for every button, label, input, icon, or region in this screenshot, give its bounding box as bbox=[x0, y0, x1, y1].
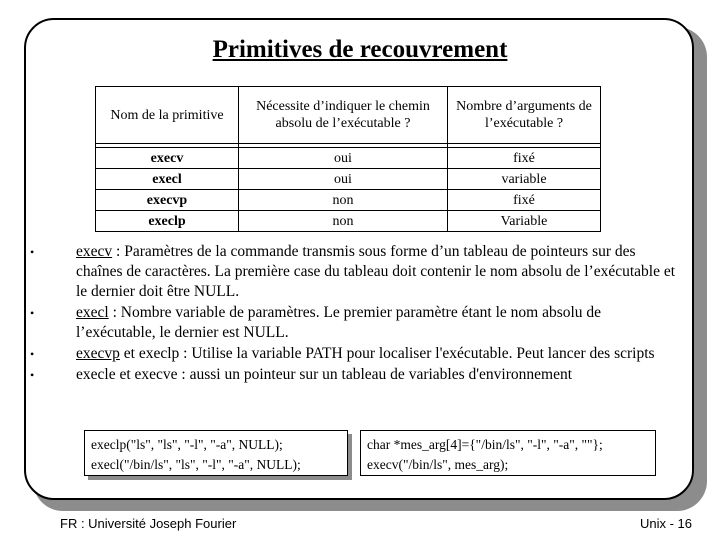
bullet-list bbox=[30, 242, 680, 386]
list-item bbox=[30, 242, 680, 302]
primitive-name: execvp bbox=[96, 190, 239, 211]
header-cell: Nécessite d’indiquer le chemin absolu de l’exécutable ? bbox=[239, 87, 448, 144]
path-cell: oui bbox=[239, 148, 448, 169]
table-row bbox=[96, 169, 601, 190]
code-example-left bbox=[84, 430, 348, 476]
primitives-table bbox=[95, 86, 601, 232]
footer-source: FR : Université Joseph Fourier bbox=[60, 516, 237, 531]
path-cell: non bbox=[239, 211, 448, 232]
args-cell: Variable bbox=[448, 211, 601, 232]
table-row bbox=[96, 211, 601, 232]
table-row bbox=[96, 190, 601, 211]
primitive-keyword: execl bbox=[76, 304, 109, 321]
table-header-row bbox=[96, 87, 601, 144]
args-cell: fixé bbox=[448, 190, 601, 211]
bullet-text: : Paramètres de la commande transmis sous forme d’un tableau de pointeurs sur des chaînes de caractères. La première case du tableau doit contenir le nom absolu de l’exécutable et le dernier doit être NULL. bbox=[76, 243, 676, 300]
list-item bbox=[30, 344, 680, 364]
primitive-name: execv bbox=[96, 148, 239, 169]
header-cell: Nom de la primitive bbox=[96, 87, 239, 144]
path-cell: non bbox=[239, 190, 448, 211]
bullet-text: execle et execve : aussi un pointeur sur un tableau de variables d'environnement bbox=[76, 366, 573, 383]
code-line: execlp("ls", "ls", "-l", "-a", NULL); bbox=[91, 437, 283, 452]
bullet-icon: • bbox=[30, 368, 35, 382]
code-line: execv("/bin/ls", mes_arg); bbox=[367, 457, 509, 472]
slide-title: Primitives de recouvrement bbox=[212, 36, 508, 63]
bullet-text: : Nombre variable de paramètres. Le premier paramètre étant le nom absolu de l’exécutable, le dernier est NULL. bbox=[76, 304, 602, 341]
primitive-name: execlp bbox=[96, 211, 239, 232]
table-row bbox=[96, 148, 601, 169]
primitive-keyword: execvp bbox=[76, 345, 120, 362]
code-line: execl("/bin/ls", "ls", "-l", "-a", NULL); bbox=[91, 457, 301, 472]
bullet-text: et execlp : Utilise la variable PATH pour localiser l'exécutable. Peut lancer des scripts bbox=[119, 345, 655, 362]
path-cell: oui bbox=[239, 169, 448, 190]
list-item bbox=[30, 365, 680, 385]
list-item bbox=[30, 303, 680, 343]
args-cell: fixé bbox=[448, 148, 601, 169]
code-line: char *mes_arg[4]={"/bin/ls", "-l", "-a", ""}; bbox=[367, 437, 603, 452]
footer-page-number: Unix - 16 bbox=[639, 516, 692, 531]
bullet-icon: • bbox=[30, 347, 35, 361]
primitive-name: execl bbox=[96, 169, 239, 190]
bullet-icon: • bbox=[30, 245, 35, 259]
primitive-keyword: execv bbox=[76, 243, 113, 260]
header-cell: Nombre d’arguments de l’exécutable ? bbox=[448, 87, 601, 144]
bullet-icon: • bbox=[30, 306, 35, 320]
code-example-right bbox=[360, 430, 656, 476]
args-cell: variable bbox=[448, 169, 601, 190]
